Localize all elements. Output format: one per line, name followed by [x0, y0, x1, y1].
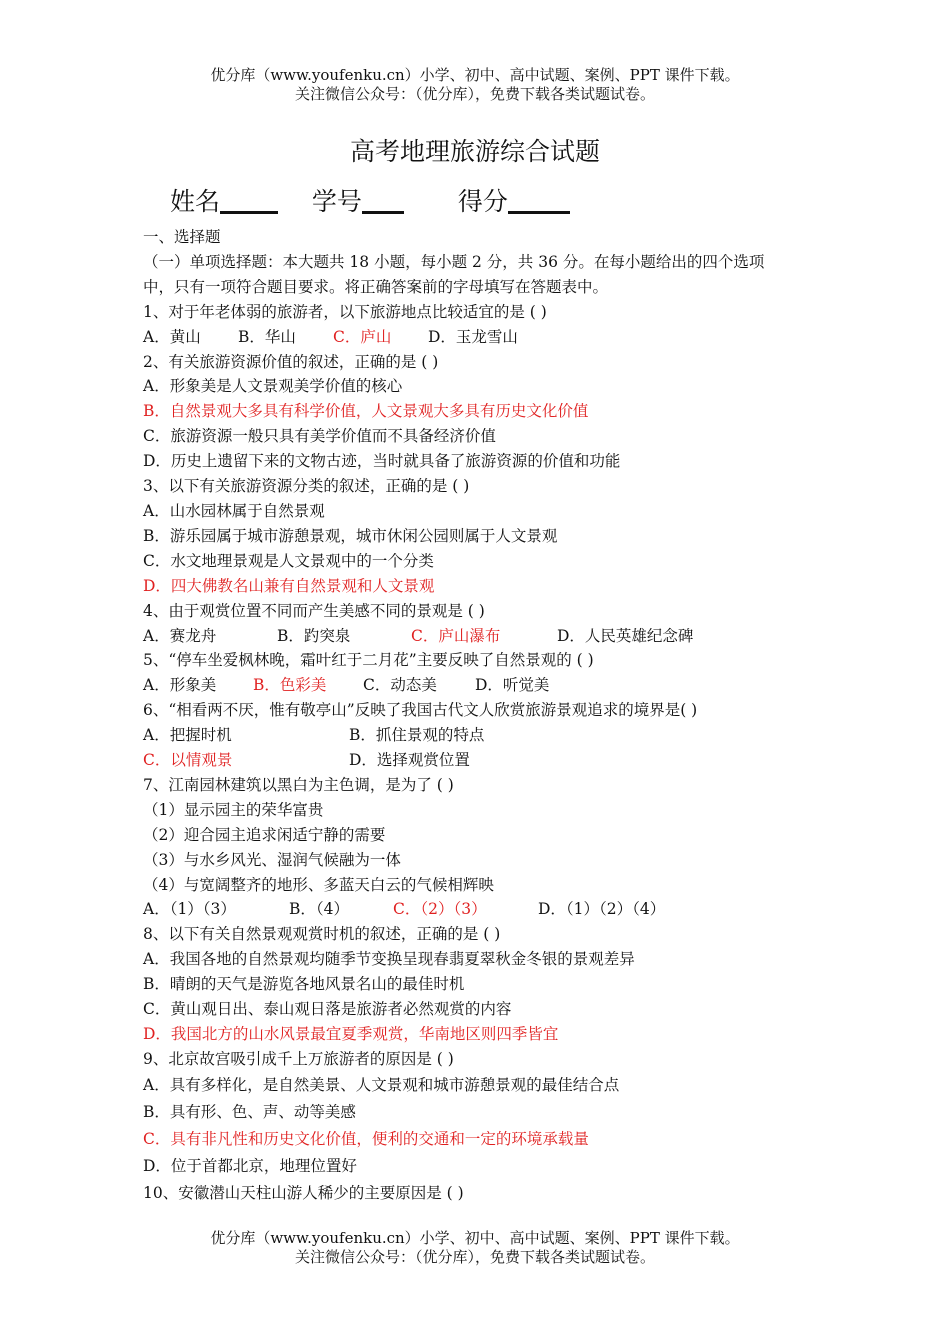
score-label: 得分: [457, 187, 508, 216]
option-d: D．历史上遗留下来的文物古迹，当时就具备了旅游资源的价值和功能: [143, 452, 621, 471]
question-4: 4、由于观赏位置不同而产生美感不同的景观是 ( ): [143, 601, 485, 620]
option-d: D．选择观赏位置: [349, 751, 470, 770]
option-c: C．水文地理景观是人文景观中的一个分类: [143, 551, 434, 570]
option-d: D．听觉美: [475, 676, 550, 695]
question-1: 1、对于年老体弱的旅游者，以下旅游地点比较适宜的是 ( ): [143, 302, 547, 321]
name-label: 姓名: [170, 187, 221, 216]
option-b: B．游乐园属于城市游憩景观，城市休闲公园则属于人文景观: [143, 526, 558, 545]
question-10: 10、安徽潜山天柱山游人稀少的主要原因是 ( ): [143, 1183, 464, 1202]
header-line-1: 优分库（www.youfenku.cn）小学、初中、高中试题、案例、PPT 课件下载。: [210, 66, 740, 84]
options-6-row-1: [143, 723, 823, 748]
option-c: C．黄山观日出、泰山观日落是旅游者必然观赏的内容: [143, 1000, 512, 1019]
option-d: D．（1）（2）（4）: [538, 900, 666, 919]
header-line-2: 关注微信公众号：（优分库），免费下载各类试题试卷。: [294, 85, 655, 103]
options-5: [143, 673, 823, 698]
statement-4: （4）与宽阔整齐的地形、多蓝天白云的气候相辉映: [143, 875, 494, 894]
option-c-answer: C．具有非凡性和历史文化价值，便利的交通和一定的环境承载量: [143, 1129, 589, 1148]
exam-content: [143, 225, 823, 1207]
option-c-answer: C．以情观景: [143, 751, 233, 770]
options-6-row-2: [143, 748, 823, 773]
option-a: A．山水园林属于自然景观: [143, 501, 325, 520]
question-5: 5、“停车坐爱枫林晚，霜叶红于二月花”主要反映了自然景观的 ( ): [143, 651, 594, 670]
statement-1: （1）显示园主的荣华富贵: [143, 800, 324, 819]
page-footer: [0, 1229, 950, 1267]
option-b-answer: B．色彩美: [253, 676, 327, 695]
option-b: B．趵突泉: [277, 626, 351, 645]
statement-3: （3）与水乡风光、湿润气候融为一体: [143, 850, 401, 869]
options-1: [143, 325, 823, 350]
option-a: A．赛龙舟: [143, 626, 217, 645]
option-a: A．（1）（3）: [143, 900, 236, 919]
section-heading: 一、选择题: [143, 228, 221, 246]
question-3: 3、以下有关旅游资源分类的叙述，正确的是 ( ): [143, 477, 470, 496]
option-a: A．我国各地的自然景观均随季节变换呈现春翡夏翠秋金冬银的景观差异: [143, 950, 635, 969]
option-b-answer: B．自然景观大多具有科学价值，人文景观大多具有历史文化价值: [143, 402, 589, 421]
option-d: D．位于首都北京，地理位置好: [143, 1156, 357, 1175]
score-blank: [508, 187, 570, 214]
option-b: B．（4）: [289, 900, 350, 919]
option-a: A．形象美: [143, 676, 217, 695]
option-d: D．玉龙雪山: [428, 327, 518, 346]
option-c-answer: C．（2）（3）: [393, 900, 487, 919]
footer-line-1: 优分库（www.youfenku.cn）小学、初中、高中试题、案例、PPT 课件下载。: [210, 1229, 740, 1247]
option-c-answer: C．庐山瀑布: [411, 626, 501, 645]
option-c-answer: C．庐山: [333, 327, 392, 346]
option-a: A．黄山: [143, 327, 201, 346]
name-blank: [220, 187, 278, 214]
option-b: B．晴朗的天气是游览各地风景名山的最佳时机: [143, 975, 465, 994]
number-blank: [362, 187, 404, 214]
instruction-line-2: 中，只有一项符合题目要求。将正确答案前的字母填写在答题表中。: [143, 277, 609, 296]
option-c: C．旅游资源一般只具有美学价值而不具备经济价值: [143, 427, 496, 446]
footer-line-2: 关注微信公众号：（优分库），免费下载各类试题试卷。: [294, 1248, 655, 1266]
options-7: [143, 897, 823, 922]
option-b: B．抓住景观的特点: [349, 726, 485, 745]
question-8: 8、以下有关自然景观观赏时机的叙述，正确的是 ( ): [143, 925, 501, 944]
option-a: A．把握时机: [143, 726, 232, 745]
option-c: C．动态美: [363, 676, 437, 695]
number-label: 学号: [311, 187, 362, 216]
page-header: [0, 66, 950, 104]
options-4: [143, 624, 823, 649]
option-d-answer: D．我国北方的山水风景最宜夏季观赏，华南地区则四季皆宜: [143, 1025, 559, 1043]
option-a: A．形象美是人文景观美学价值的核心: [143, 377, 403, 396]
question-2: 2、有关旅游资源价值的叙述，正确的是 ( ): [143, 352, 439, 371]
question-6: 6、“相看两不厌，惟有敬亭山”反映了我国古代文人欣赏旅游景观追求的境界是( ): [143, 701, 698, 720]
page-title: 高考地理旅游综合试题: [349, 137, 600, 166]
question-7: 7、江南园林建筑以黑白为主色调，是为了 ( ): [143, 775, 454, 794]
instruction-line-1: （一）单项选择题：本大题共 18 小题，每小题 2 分，共 36 分。在每小题给出的四个选项: [143, 252, 765, 271]
statement-2: （2）迎合园主追求闲适宁静的需要: [143, 825, 386, 844]
option-b: B．具有形、色、声、动等美感: [143, 1102, 356, 1121]
option-d: D．人民英雄纪念碑: [557, 626, 694, 645]
option-b: B．华山: [238, 327, 296, 346]
option-d-answer: D．四大佛教名山兼有自然景观和人文景观: [143, 576, 435, 595]
option-a: A．具有多样化，是自然美景、人文景观和城市游憩景观的最佳结合点: [143, 1075, 620, 1094]
student-info: [170, 182, 570, 218]
question-9: 9、北京故宫吸引成千上万旅游者的原因是 ( ): [143, 1049, 454, 1068]
